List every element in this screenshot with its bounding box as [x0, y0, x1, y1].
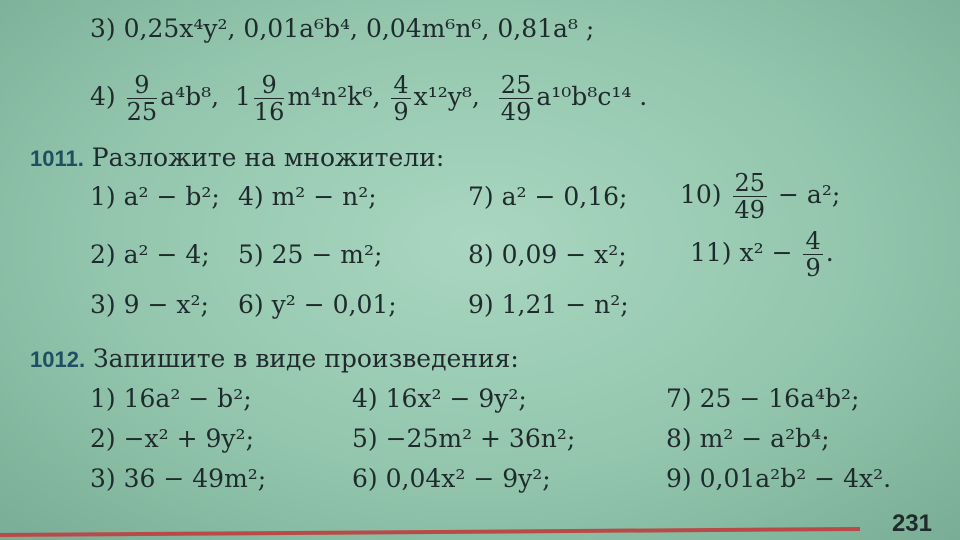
term: a¹⁰b⁸c¹⁴ . — [536, 82, 648, 111]
denominator: 9 — [805, 254, 821, 282]
numerator: 9 — [127, 72, 158, 99]
ex1011-item-3: 3) 9 − x²; — [90, 290, 209, 319]
numerator: 25 — [500, 71, 532, 99]
exercise-number: 1012. — [30, 347, 86, 372]
mixed-whole: 1 — [234, 82, 251, 111]
ex1011-item-2: 2) a² − 4; — [90, 240, 210, 269]
item-label: 11) x² − — [690, 238, 793, 267]
ex1011-item-6: 6) y² − 0,01; — [238, 290, 397, 319]
ex1012-item-3: 3) 36 − 49m²; — [90, 464, 267, 493]
fraction — [127, 72, 158, 125]
exercise-title: Разложите на множители: — [91, 143, 445, 172]
ex1012-item-8: 8) m² − a²b⁴; — [666, 424, 830, 453]
ex1012-item-5: 5) −25m² + 36n²; — [352, 424, 576, 453]
page-edge-stripe — [0, 527, 860, 537]
exercise-number: 1011. — [30, 146, 84, 171]
ex1011-item-1: 1) a² − b²; — [90, 182, 220, 211]
denominator: 49 — [500, 98, 532, 126]
ex1011-item-5: 5) 25 − m²; — [238, 240, 383, 269]
fraction — [254, 72, 285, 125]
ex1011-item-7: 7) a² − 0,16; — [468, 182, 628, 211]
denominator: 16 — [253, 98, 285, 126]
denominator: 9 — [393, 98, 409, 126]
exercise-1011-heading — [30, 143, 444, 174]
ex1012-item-9: 9) 0,01a²b² − 4x². — [666, 464, 892, 493]
denominator: 25 — [126, 98, 158, 126]
ex1011-item-9: 9) 1,21 − n²; — [468, 290, 629, 319]
ex1012-item-1: 1) 16a² − b²; — [90, 384, 252, 413]
prev-item-3: 3) 0,25x⁴y², 0,01a⁶b⁴, 0,04m⁶n⁶, 0,81a⁸ ; — [90, 14, 595, 43]
exercise-1012-heading — [30, 344, 519, 375]
fraction — [391, 72, 410, 125]
numerator: 25 — [734, 169, 766, 197]
prev-item-4-label: 4) — [90, 82, 116, 111]
term: . — [825, 238, 834, 267]
numerator: 4 — [393, 71, 409, 99]
term: m⁴n²k⁶, — [287, 82, 381, 111]
ex1011-item-4: 4) m² − n²; — [238, 182, 377, 211]
fraction — [803, 228, 822, 281]
term: a⁴b⁸, — [160, 82, 220, 111]
page-number: 231 — [891, 510, 932, 537]
ex1012-item-2: 2) −x² + 9y²; — [90, 424, 254, 453]
ex1011-item-10 — [680, 170, 840, 223]
term: x¹²y⁸, — [413, 82, 480, 111]
prev-item-4 — [90, 72, 647, 125]
term: − a²; — [778, 180, 841, 209]
ex1011-item-11 — [690, 228, 834, 281]
ex1012-item-7: 7) 25 − 16a⁴b²; — [666, 384, 860, 413]
exercise-title: Запишите в виде произведения: — [93, 344, 519, 373]
numerator: 9 — [254, 72, 285, 99]
ex1011-item-8: 8) 0,09 − x²; — [468, 240, 627, 269]
fraction — [499, 72, 534, 125]
item-label: 10) — [680, 180, 722, 209]
numerator: 4 — [805, 227, 821, 255]
ex1012-item-6: 6) 0,04x² − 9y²; — [352, 464, 551, 493]
ex1012-item-4: 4) 16x² − 9y²; — [352, 384, 527, 413]
fraction — [733, 170, 768, 223]
denominator: 49 — [734, 196, 766, 224]
